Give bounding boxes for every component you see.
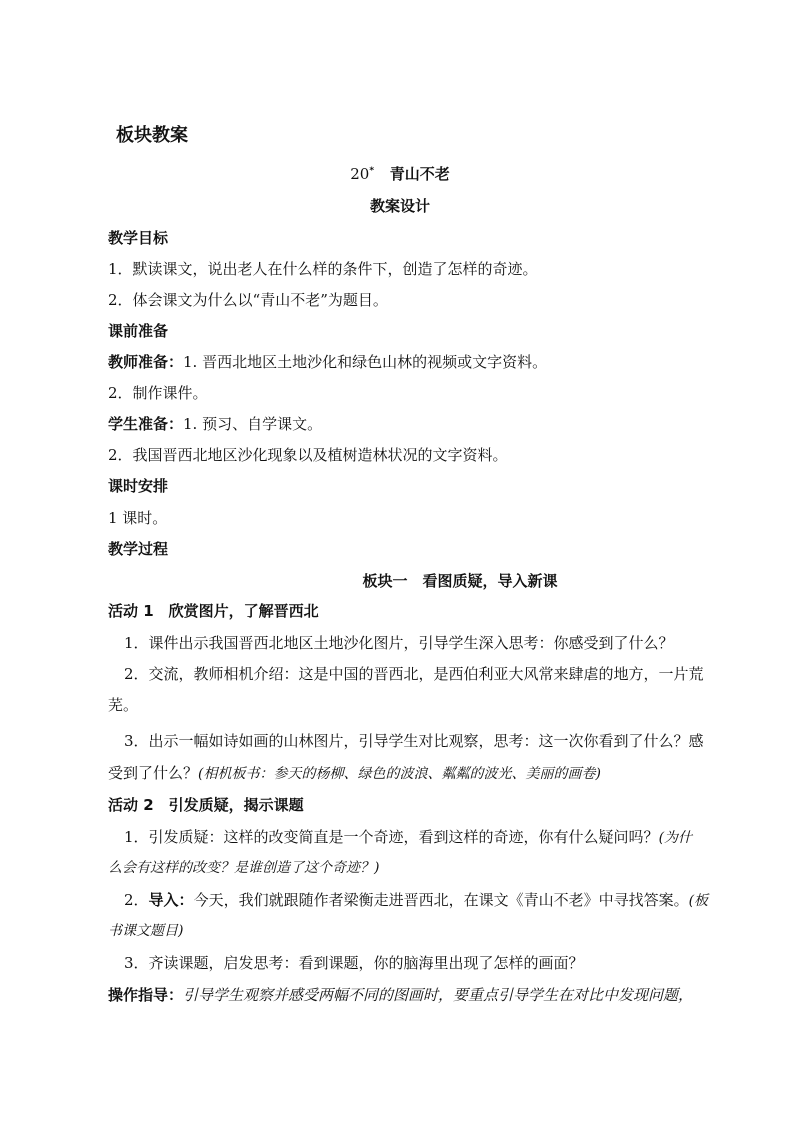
blackboard-note: (相机板书：参天的杨柳、绿色的波浪、粼粼的波光、美丽的画卷) bbox=[198, 766, 601, 782]
page-header: 板块教案 bbox=[116, 125, 188, 146]
guide-paragraph bbox=[108, 984, 693, 1006]
block-one-title: 板块一 看图质疑，导入新课 bbox=[362, 572, 558, 590]
paragraph: 3．齐读课题，启发思考：看到课题，你的脑海里出现了怎样的画面？ bbox=[124, 954, 584, 972]
paragraph-text: 受到了什么？ bbox=[108, 764, 199, 782]
prep-heading: 课前准备 bbox=[108, 322, 169, 340]
paragraph-note: 么会有这样的改变？是谁创造了这个奇迹？) bbox=[108, 860, 380, 876]
teacher-prep-line: 2．制作课件。 bbox=[108, 384, 208, 402]
paragraph-note: (为什 bbox=[658, 830, 693, 846]
paragraph-number: 2． bbox=[124, 891, 149, 909]
guide-label: 操作指导： bbox=[108, 986, 184, 1004]
process-heading: 教学过程 bbox=[108, 540, 169, 558]
lesson-title-text: 青山不老 bbox=[389, 165, 450, 183]
paragraph-text: 今天，我们就跟随作者梁衡走进晋西北，在课文《青山不老》中寻找答案。 bbox=[193, 891, 689, 909]
paragraph: 芜。 bbox=[108, 696, 139, 714]
student-prep-line bbox=[108, 413, 322, 435]
lesson-title bbox=[0, 160, 800, 185]
student-prep-text: 1. 预习、自学课文。 bbox=[183, 415, 323, 433]
teacher-prep-line bbox=[108, 351, 547, 373]
paragraph-note: (板 bbox=[688, 893, 709, 909]
paragraph: 1．课件出示我国晋西北地区土地沙化图片，引导学生深入思考：你感受到了什么？ bbox=[124, 634, 674, 652]
intro-label: 导入： bbox=[148, 891, 194, 909]
paragraph-note: 书课文题目) bbox=[108, 923, 184, 939]
paragraph-text: 1．引发质疑：这样的改变简直是一个奇迹，看到这样的奇迹，你有什么疑问吗？ bbox=[124, 828, 659, 846]
plan-subtitle: 教案设计 bbox=[369, 197, 430, 215]
lesson-number: 20 bbox=[350, 165, 370, 183]
paragraph: 2．交流，教师相机介绍：这是中国的晋西北，是西伯利亚大风常来肆虐的地方，一片荒 bbox=[124, 665, 704, 683]
activity-two-title: 活动 2 引发质疑，揭示课题 bbox=[108, 796, 304, 814]
lesson-mark: * bbox=[369, 166, 375, 176]
paragraph: 3．出示一幅如诗如画的山林图片，引导学生对比观察，思考：这一次你看到了什么？感 bbox=[124, 732, 704, 750]
objective-item: 2．体会课文为什么以“青山不老”为题目。 bbox=[108, 291, 388, 309]
schedule-value: 1 课时。 bbox=[108, 509, 168, 527]
paragraph bbox=[124, 889, 708, 912]
student-prep-line: 2．我国晋西北地区沙化现象以及植树造林状况的文字资料。 bbox=[108, 446, 508, 464]
objectives-heading: 教学目标 bbox=[108, 229, 169, 247]
paragraph bbox=[124, 826, 692, 849]
schedule-heading: 课时安排 bbox=[108, 477, 169, 495]
activity-one-title: 活动 1 欣赏图片，了解晋西北 bbox=[108, 602, 319, 620]
guide-text: 引导学生观察并感受两幅不同的图画时，要重点引导学生在对比中发现问题， bbox=[183, 986, 694, 1004]
teacher-prep-text: 1. 晋西北地区土地沙化和绿色山林的视频或文字资料。 bbox=[183, 353, 548, 371]
teacher-prep-label: 教师准备： bbox=[108, 353, 184, 371]
objective-item: 1．默读课文，说出老人在什么样的条件下，创造了怎样的奇迹。 bbox=[108, 260, 538, 278]
student-prep-label: 学生准备： bbox=[108, 415, 184, 433]
paragraph bbox=[108, 762, 601, 785]
